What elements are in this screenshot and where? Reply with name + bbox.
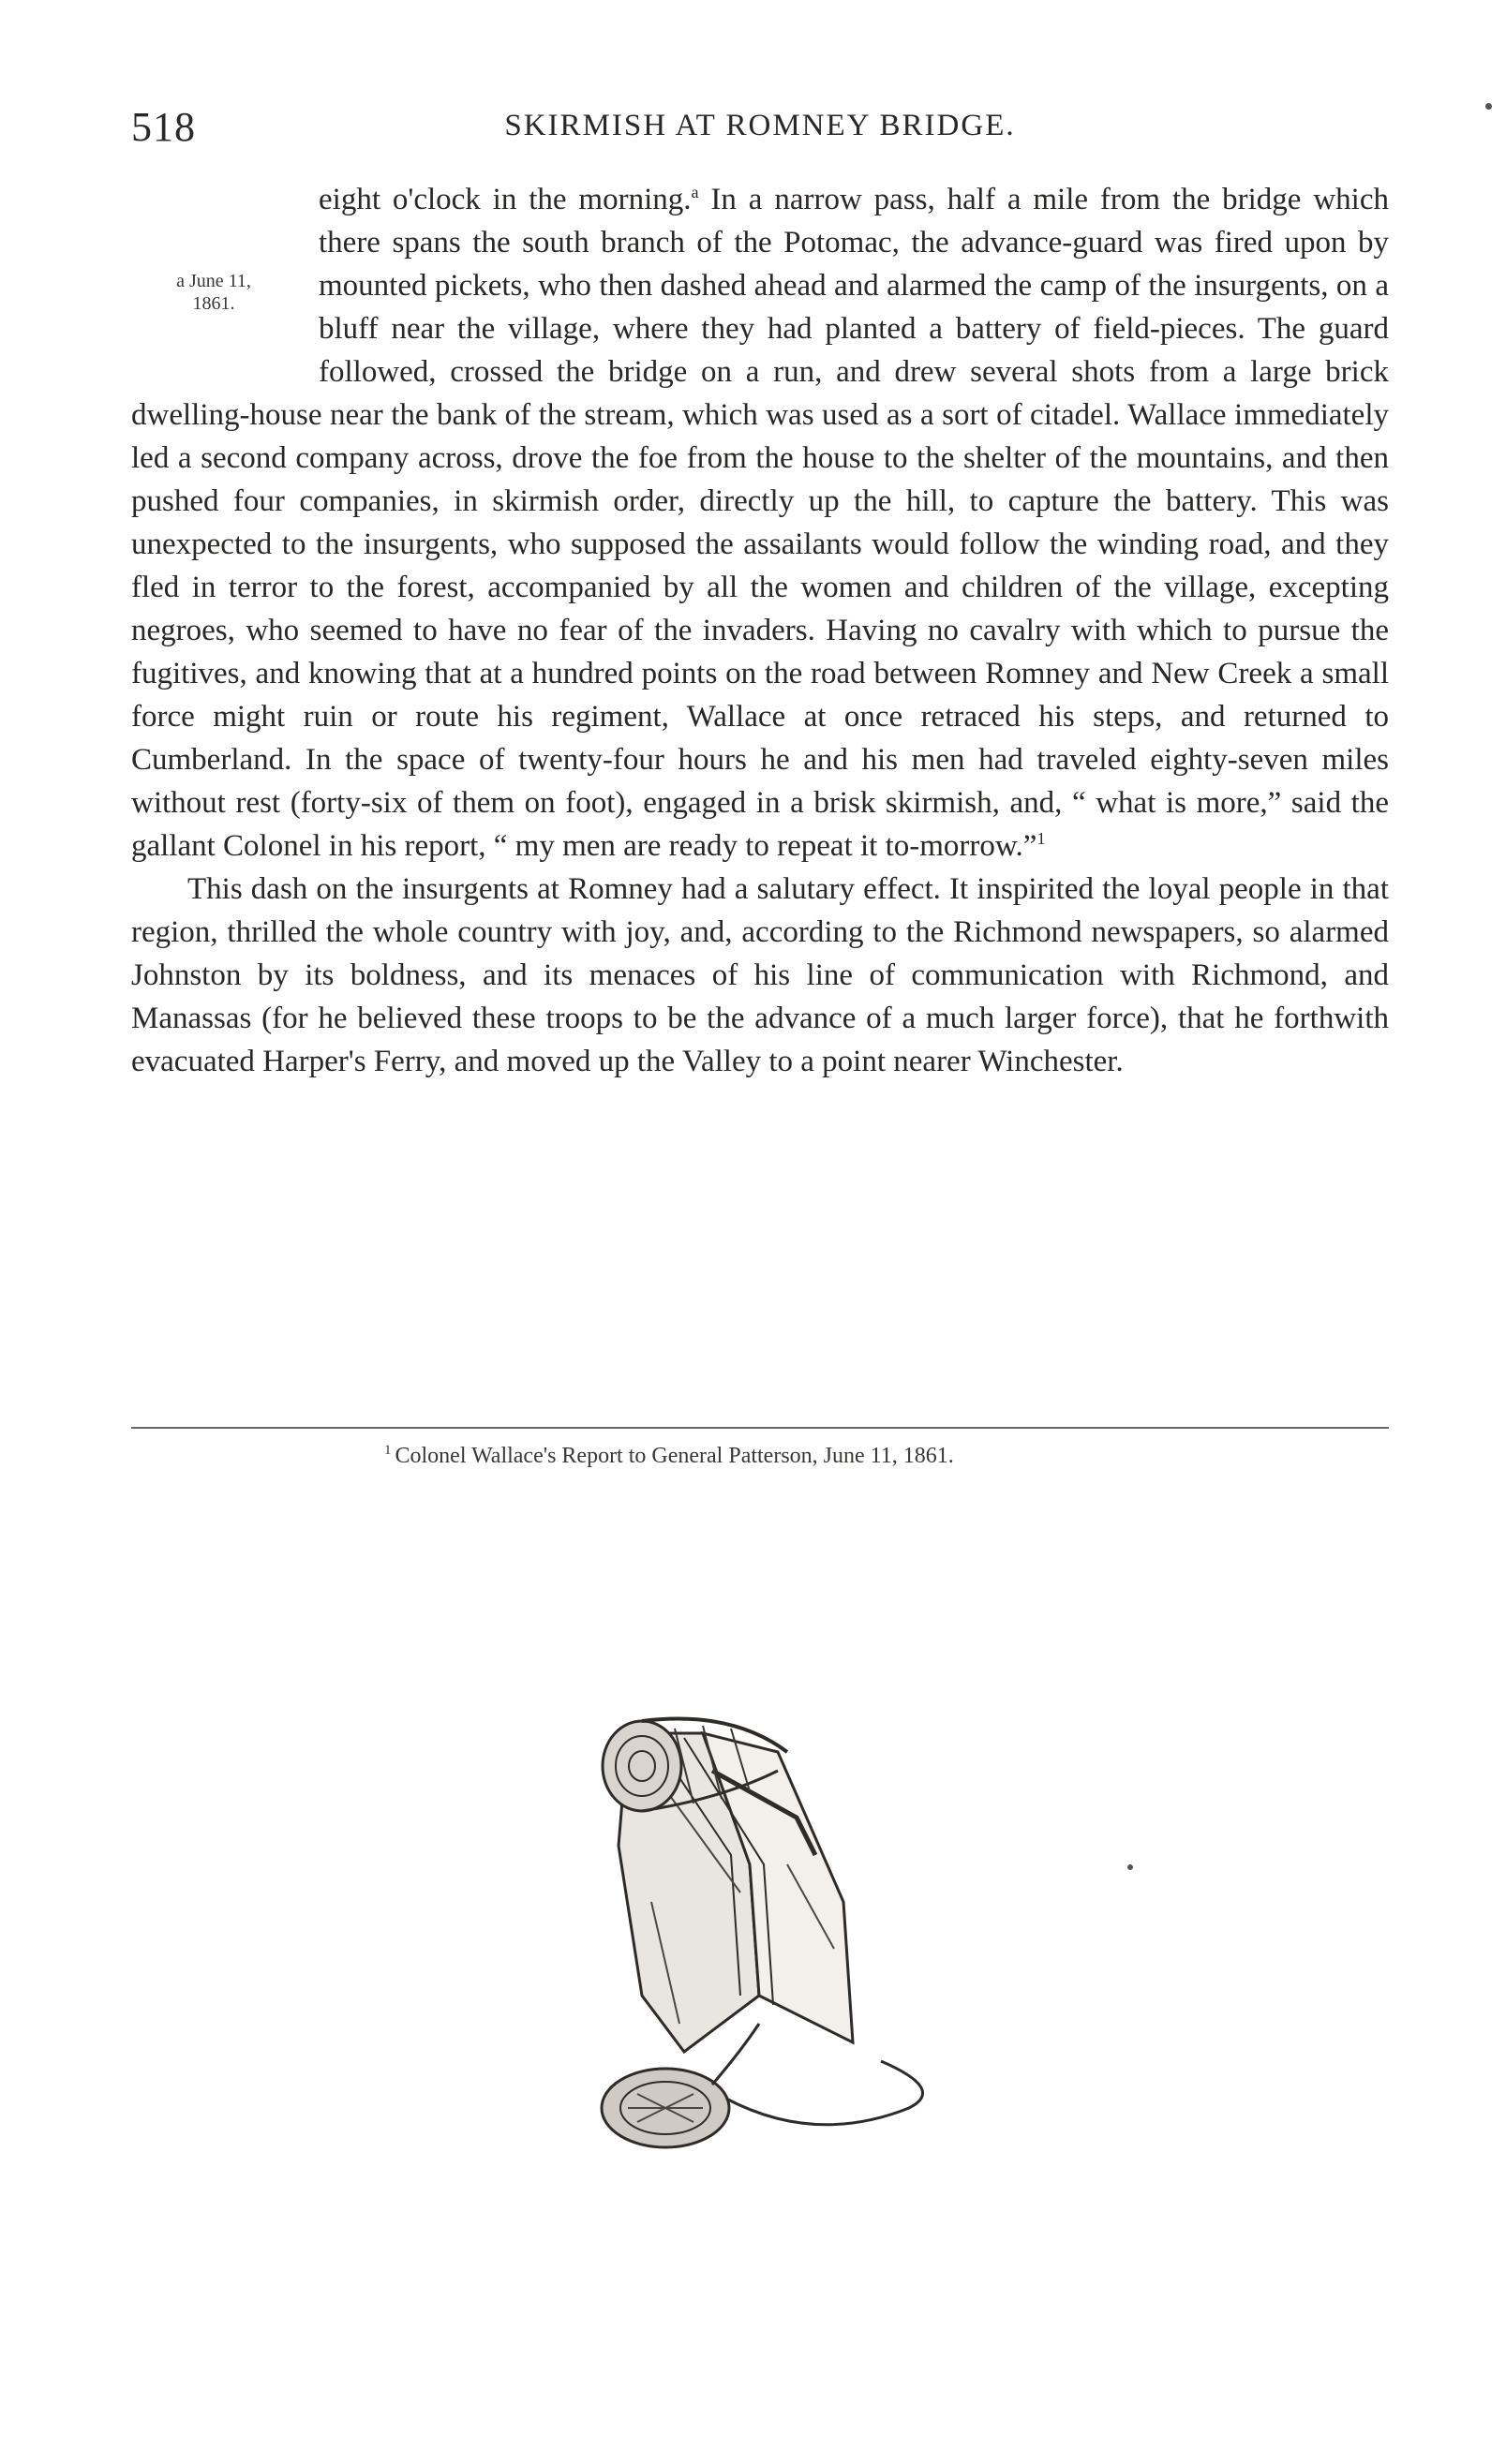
- footnote-rule: [131, 1427, 1389, 1429]
- page-number: 518: [131, 104, 196, 150]
- marginal-note-line-1: a June 11,: [176, 271, 251, 291]
- running-title: SKIRMISH AT ROMNEY BRIDGE.: [504, 109, 1016, 142]
- knapsack-canteen-illustration: [600, 1714, 956, 2183]
- canteen: [602, 2024, 923, 2147]
- footnote-text: Colonel Wallace's Report to General Patterson, June 11, 1861.: [395, 1444, 954, 1468]
- marginal-date-note: [167, 270, 261, 315]
- paragraph-2-text: This dash on the insurgents at Romney had a salutary effect. It inspirited the loyal people in that region, thrilled the whole country with joy, and, according to the Richmond newspapers, so alarmed Johnston by its boldness, and its menaces of his line of communication with Richmond, and Manassas (for he believed these troops to be the advance of a much larger force), that he forthwith evacuated Harper's Ferry, and moved up the Valley to a point nearer Winchester.: [131, 872, 1389, 1078]
- footnote: [384, 1443, 954, 1469]
- note-mark-a: a: [691, 183, 699, 201]
- paragraph-1: [131, 178, 1389, 868]
- page-header: [131, 103, 1389, 159]
- print-speck: [1485, 103, 1492, 110]
- paragraph-1-opening: eight o'clock in the morning.: [319, 183, 692, 216]
- print-speck: [1127, 1864, 1133, 1870]
- marginal-note-line-2: 1861.: [192, 293, 235, 314]
- marginal-note-block: [131, 221, 319, 393]
- paragraph-2: [131, 868, 1389, 1083]
- body-text: [131, 178, 1389, 1083]
- paragraph-1-text: In a narrow pass, half a mile from the bridge which there spans the south branch of the Potomac, the advance-guard was fired upon by mounted pickets, who then dashed ahead and alarmed the camp of the insurgents, on a bluff near the village, where they had planted a battery of field-pieces. The guard followed, crossed the bridge on a run, and drew several shots from a large brick dwelling-house near the bank of the stream, which was used as a sort of citadel. Wallace immediately led a second company across, drove the foe from the house to the shelter of the mountains, and then pushed four companies, in skirmish order, directly up the hill, to capture the battery. This was unexpected to the insurgents, who supposed the assailants would follow the winding road, and they fled in terror to the forest, accompanied by all the women and children of the village, excepting negroes, who seemed to have no fear of the invaders. Having no cavalry with which to pursue the fugitives, and knowing that at a hundred points on the road between Romney and New Creek a small force might ruin or route his regiment, Wallace at once retraced his steps, and returned to Cumberland. In the space of twenty-four hours he and his men had traveled eighty-seven miles without rest (forty-six of them on foot), engaged in a brisk skirmish, and, “ what is more,” said the gallant Colonel in his report, “ my men are ready to repeat it to-morrow.”: [131, 183, 1389, 863]
- footnote-mark: 1: [384, 1443, 392, 1458]
- footnote-ref-1[interactable]: 1: [1036, 829, 1046, 848]
